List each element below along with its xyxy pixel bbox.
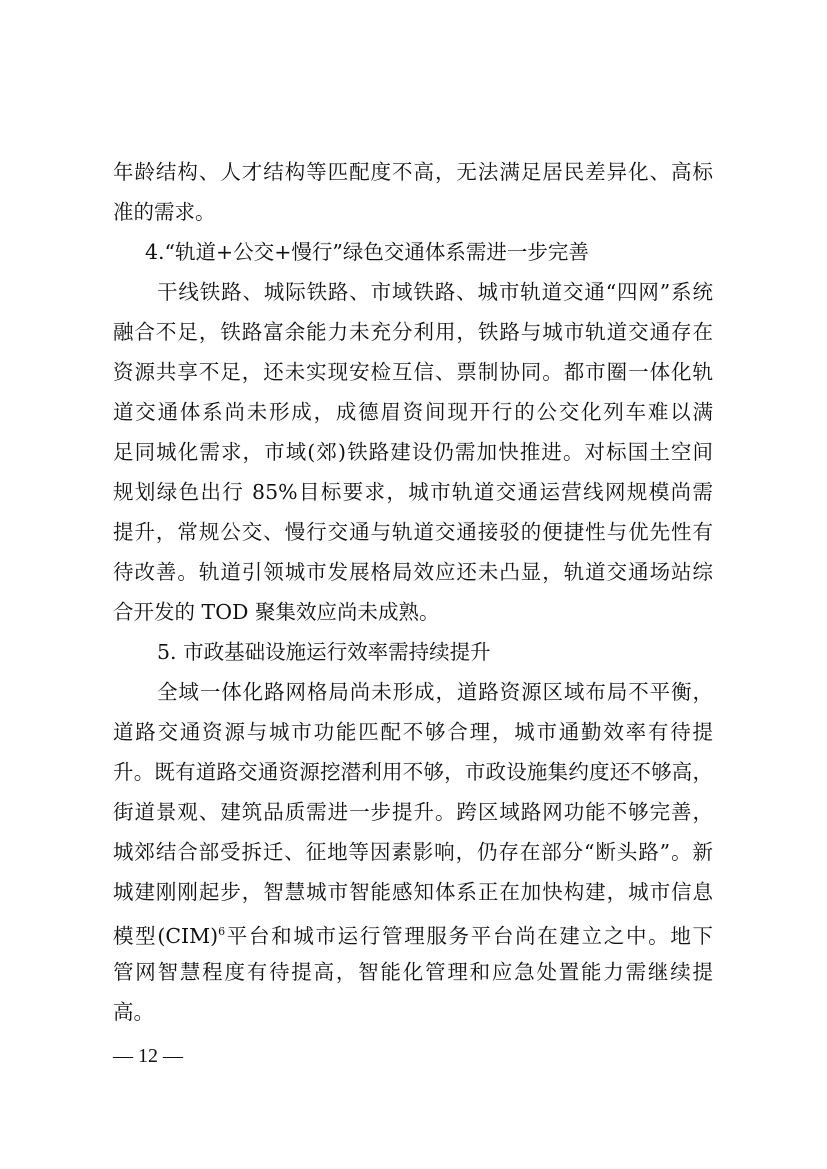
text-line: 干线铁路、城际铁路、市域铁路、城市轨道交通“四网”系统 [157, 280, 713, 304]
page-number: — 12 — [113, 1045, 183, 1067]
text-line: 升。既有道路交通资源挖潜利用不够，市政设施集约度还不够高， [113, 760, 713, 784]
text-line: 城郊结合部受拆迁、征地等因素影响，仍存在部分“断头路”。新 [113, 840, 713, 864]
text-line: 城建刚刚起步，智慧城市智能感知体系正在加快构建，城市信息 [113, 880, 713, 904]
text-segment: 模型(CIM) [113, 924, 219, 948]
text-line: 融合不足，铁路富余能力未充分利用，铁路与城市轨道交通存在 [113, 320, 713, 344]
section-heading-4: 4.“轨道+公交+慢行”绿色交通体系需进一步完善 [145, 240, 589, 264]
section-heading-5: 5. 市政基础设施运行效率需持续提升 [157, 640, 491, 664]
text-line [113, 917, 713, 947]
text-segment: 平台和城市运行管理服务平台尚在建立之中。地下 [225, 924, 713, 948]
text-line: 足同城化需求，市域(郊)铁路建设仍需加快推进。对标国土空间 [113, 440, 713, 464]
text-line: 准的需求。 [113, 200, 216, 224]
text-line: 规划绿色出行 85%目标要求，城市轨道交通运营线网规模尚需 [113, 480, 713, 504]
text-line: 待改善。轨道引领城市发展格局效应还未凸显，轨道交通场站综 [113, 560, 713, 584]
text-line: 道交通体系尚未形成，成德眉资间现开行的公交化列车难以满 [113, 400, 713, 424]
text-line: 年龄结构、人才结构等匹配度不高，无法满足居民差异化、高标 [113, 160, 713, 184]
text-line: 全域一体化路网格局尚未形成，道路资源区域布局不平衡， [157, 680, 713, 704]
text-line: 道路交通资源与城市功能匹配不够合理，城市通勤效率有待提 [113, 720, 713, 744]
text-line: 高。 [113, 1000, 154, 1024]
footnote-marker[interactable]: 6 [218, 925, 226, 938]
text-line: 管网智慧程度有待提高，智能化管理和应急处置能力需继续提 [113, 960, 713, 984]
text-line: 资源共享不足，还未实现安检互信、票制协同。都市圈一体化轨 [113, 360, 713, 384]
text-line: 街道景观、建筑品质需进一步提升。跨区域路网功能不够完善， [113, 800, 713, 824]
text-line: 提升，常规公交、慢行交通与轨道交通接驳的便捷性与优先性有 [113, 520, 713, 544]
text-line: 合开发的 TOD 聚集效应尚未成熟。 [113, 600, 440, 624]
